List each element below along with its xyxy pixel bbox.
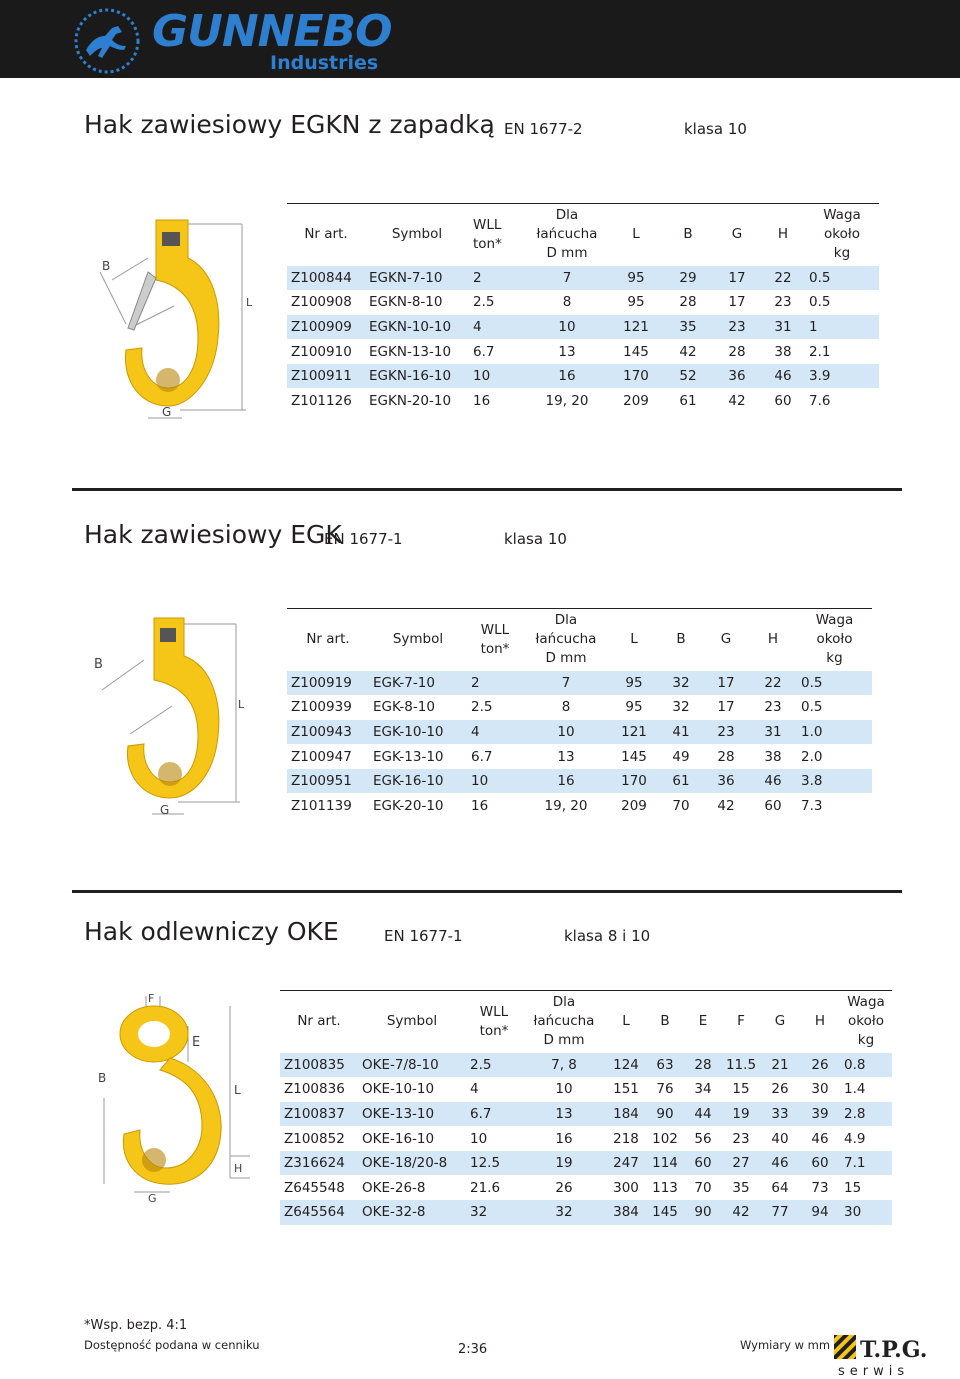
table-cell: OKE-10-10 (362, 1081, 435, 1098)
table-cell: 19 (722, 1102, 760, 1127)
table-cell: 0.5 (809, 294, 831, 311)
table-cell: 56 (694, 1130, 712, 1147)
table-cell: 23 (703, 720, 749, 745)
table-cell: 39 (800, 1102, 840, 1127)
dim-label-b: B (102, 259, 111, 273)
safety-factor-footnote: *Wsp. bezp. 4:1 (84, 1318, 188, 1333)
col-header: Waga około kg (823, 207, 861, 262)
section-class: klasa 10 (684, 120, 747, 138)
table-cell: 247 (606, 1151, 646, 1176)
table-cell: 2 (469, 266, 525, 291)
table-row (280, 1126, 892, 1151)
table-cell: 41 (659, 720, 703, 745)
col-header: Dla łańcucha D mm (533, 994, 595, 1049)
col-header: H (777, 226, 789, 243)
col-header: B (660, 1013, 670, 1030)
table-row (280, 1200, 892, 1225)
table-row (280, 1053, 892, 1078)
table-row (287, 769, 872, 794)
table-cell: 60 (800, 1151, 840, 1176)
table-cell: 124 (606, 1053, 646, 1078)
table-cell: 23 (713, 315, 761, 340)
table-cell: 38 (774, 343, 792, 360)
table-row (287, 695, 872, 720)
table-row (280, 1102, 892, 1127)
table-cell: 44 (684, 1102, 722, 1127)
table-cell: 2.0 (801, 748, 823, 765)
table-cell: 1.4 (844, 1081, 866, 1098)
dim-label-b: B (94, 657, 103, 672)
table-cell: EGKN-16-10 (365, 364, 469, 389)
table-cell: Z100844 (287, 266, 365, 291)
table-cell: 8 (561, 699, 571, 716)
table-cell: 10 (469, 364, 525, 389)
table-cell: 27 (722, 1151, 760, 1176)
table-cell: Z100910 (291, 343, 352, 360)
table-cell: 17 (703, 671, 749, 696)
table-cell: 113 (652, 1179, 678, 1196)
table-cell: 0.5 (801, 699, 823, 716)
table-cell: 0.5 (805, 266, 879, 291)
table-cell: OKE-18/20-8 (358, 1151, 466, 1176)
table-cell: 12.5 (466, 1151, 522, 1176)
dim-label-g: G (160, 803, 170, 817)
table-cell: 145 (646, 1200, 684, 1225)
table-cell: 7 (525, 266, 609, 291)
table-cell: 77 (760, 1200, 800, 1225)
table-cell: 13 (557, 748, 575, 765)
table-cell: Z645564 (280, 1200, 358, 1225)
table-cell: 36 (703, 769, 749, 794)
col-header: Nr art. (297, 1013, 341, 1030)
table-cell: Z100908 (291, 294, 352, 311)
table-cell: 31 (761, 315, 805, 340)
table-cell: 2.8 (840, 1102, 892, 1127)
brand-subtitle: Industries (270, 52, 379, 74)
table-cell: 121 (609, 720, 659, 745)
table-row (287, 671, 872, 696)
table-row (287, 720, 872, 745)
table-cell: 28 (684, 1053, 722, 1078)
egk-hook-diagram (88, 612, 260, 827)
table-cell: 95 (627, 294, 645, 311)
table-cell: 36 (713, 364, 761, 389)
table-cell: OKE-32-8 (358, 1200, 466, 1225)
table-cell: Z645548 (284, 1179, 345, 1196)
table-cell: 90 (684, 1200, 722, 1225)
table-cell: 10 (555, 1081, 573, 1098)
table-cell: 28 (717, 748, 735, 765)
dim-label-e: E (192, 1035, 201, 1050)
table-cell: 26 (771, 1081, 789, 1098)
table-cell: 76 (656, 1081, 674, 1098)
table-cell: 184 (606, 1102, 646, 1127)
table-cell: 21 (760, 1053, 800, 1078)
table-cell: 22 (749, 671, 797, 696)
table-cell: Z101139 (291, 797, 352, 814)
col-header: WLL ton* (473, 216, 502, 252)
col-header: G (731, 226, 743, 243)
spec-table-egkn (287, 203, 879, 413)
table-cell: 46 (811, 1130, 829, 1147)
table-cell: 16 (555, 1130, 573, 1147)
tpg-serwis-logo (834, 1333, 934, 1379)
table-cell: 2 (467, 671, 523, 696)
table-cell: 26 (555, 1179, 573, 1196)
table-cell: OKE-13-10 (358, 1102, 466, 1127)
col-header: Symbol (386, 1013, 438, 1030)
table-cell: 102 (652, 1130, 678, 1147)
table-cell: 60 (684, 1151, 722, 1176)
table-cell: 31 (749, 720, 797, 745)
table-cell: EGK-10-10 (369, 720, 467, 745)
brand-name: GUNNEBO (152, 6, 392, 57)
table-cell: 209 (623, 392, 649, 409)
table-cell: 60 (764, 797, 782, 814)
table-cell: 26 (800, 1053, 840, 1078)
table-cell: 1 (805, 315, 879, 340)
table-cell: 170 (609, 769, 659, 794)
table-cell: 94 (800, 1200, 840, 1225)
table-cell: 2.5 (471, 699, 493, 716)
table-cell: 70 (694, 1179, 712, 1196)
table-cell: EGK-13-10 (373, 748, 444, 765)
table-cell: 4.9 (844, 1130, 866, 1147)
table-cell: 10 (470, 1130, 488, 1147)
table-cell: 46 (749, 769, 797, 794)
table-cell: 17 (728, 294, 746, 311)
table-cell: 49 (672, 748, 690, 765)
dim-label-g: G (148, 1192, 157, 1205)
table-row (287, 266, 879, 291)
dim-label-l: L (246, 296, 253, 309)
col-header: WLL ton* (480, 621, 510, 657)
col-header: Symbol (391, 226, 443, 243)
table-row (287, 315, 879, 340)
table-cell: 16 (471, 797, 489, 814)
dim-label-f: F (148, 992, 155, 1005)
section-divider (72, 488, 902, 491)
col-header: L (622, 1013, 630, 1030)
table-cell: 35 (732, 1179, 750, 1196)
table-cell: 10 (525, 315, 609, 340)
col-header: Waga około kg (815, 612, 854, 667)
table-cell: 61 (659, 769, 703, 794)
table-cell: 145 (623, 343, 649, 360)
table-cell: 61 (679, 392, 697, 409)
table-cell: 34 (694, 1081, 712, 1098)
spec-table-egk (287, 608, 872, 818)
dim-label-b: B (98, 1071, 107, 1085)
table-cell: 16 (473, 392, 491, 409)
table-cell: 30 (811, 1081, 829, 1098)
table-cell: 32 (659, 671, 703, 696)
table-row (287, 339, 879, 364)
table-cell: 29 (663, 266, 713, 291)
table-row (287, 290, 879, 315)
table-cell: 3.9 (805, 364, 879, 389)
table-cell: OKE-16-10 (362, 1130, 435, 1147)
table-cell: 2.5 (473, 294, 495, 311)
table-row (287, 793, 872, 818)
table-cell: 19, 20 (544, 797, 588, 814)
table-cell: 6.7 (473, 343, 495, 360)
table-cell: 1.0 (797, 720, 872, 745)
table-cell: 2.1 (809, 343, 831, 360)
table-cell: 95 (625, 699, 643, 716)
col-header: L (632, 226, 640, 243)
col-header: H (814, 1013, 826, 1030)
table-cell: 38 (764, 748, 782, 765)
table-row (287, 744, 872, 769)
table-cell: 121 (609, 315, 663, 340)
table-cell: OKE-7/8-10 (358, 1053, 466, 1078)
section-standard: EN 1677-2 (504, 120, 583, 138)
table-cell: 3.8 (797, 769, 872, 794)
dim-label-l: L (238, 698, 245, 711)
table-cell: 19 (522, 1151, 606, 1176)
col-header: Dla łańcucha D mm (536, 207, 598, 262)
table-cell: Z100837 (280, 1102, 358, 1127)
section-divider (72, 890, 902, 893)
table-cell: EGKN-20-10 (369, 392, 452, 409)
col-header: G (720, 631, 732, 648)
section-class: klasa 10 (504, 530, 567, 548)
table-cell: Z100836 (284, 1081, 345, 1098)
table-cell: 17 (717, 699, 735, 716)
col-header: Waga około kg (847, 994, 885, 1049)
table-cell: 52 (663, 364, 713, 389)
table-cell: 42 (728, 392, 746, 409)
table-cell: 35 (663, 315, 713, 340)
table-cell: EGKN-10-10 (365, 315, 469, 340)
table-cell: 28 (679, 294, 697, 311)
table-cell: 4 (470, 1081, 479, 1098)
table-cell: 2.5 (466, 1053, 522, 1078)
col-header: L (630, 631, 638, 648)
dim-label-g: G (162, 405, 172, 419)
table-cell: 114 (646, 1151, 684, 1176)
table-cell: 13 (558, 343, 576, 360)
dimensions-note: Wymiary w mm (740, 1338, 831, 1352)
section-title: Hak zawiesiowy EGKN z zapadką (84, 110, 495, 139)
table-cell: 10 (467, 769, 523, 794)
header-band (0, 0, 960, 78)
gunnebo-logo (72, 6, 392, 74)
table-cell: Z100909 (287, 315, 365, 340)
table-cell: 15 (844, 1179, 862, 1196)
dim-label-h: H (234, 1162, 243, 1175)
table-cell: 32 (466, 1200, 522, 1225)
table-cell: 30 (840, 1200, 892, 1225)
table-cell: EGK-16-10 (369, 769, 467, 794)
horse-emblem-icon (72, 6, 142, 76)
table-cell: 42 (679, 343, 697, 360)
table-cell: 19, 20 (545, 392, 589, 409)
dim-label-l: L (234, 1083, 241, 1097)
col-header: Nr art. (304, 226, 348, 243)
table-cell: 90 (646, 1102, 684, 1127)
tpg-wordmark: T.P.G. (860, 1337, 928, 1363)
table-cell: 0.8 (840, 1053, 892, 1078)
table-cell: 11.5 (722, 1053, 760, 1078)
table-cell: 13 (522, 1102, 606, 1127)
table-cell: 23 (764, 699, 782, 716)
section-title: Hak zawiesiowy EGK (84, 520, 342, 549)
col-header: G (774, 1013, 786, 1030)
table-cell: 7 (523, 671, 609, 696)
table-cell: 63 (646, 1053, 684, 1078)
table-cell: EGKN-7-10 (365, 266, 469, 291)
table-cell: EGK-7-10 (369, 671, 467, 696)
table-cell: Z100947 (291, 748, 352, 765)
table-row (287, 388, 879, 413)
table-cell: Z100939 (291, 699, 352, 716)
table-row (280, 1077, 892, 1102)
table-cell: 209 (621, 797, 647, 814)
col-header: H (767, 631, 779, 648)
oke-hook-diagram (90, 988, 260, 1210)
col-header: WLL ton* (479, 1003, 509, 1039)
col-header: B (676, 631, 686, 648)
table-cell: 22 (761, 266, 805, 291)
table-cell: Z100835 (280, 1053, 358, 1078)
table-cell: 42 (722, 1200, 760, 1225)
table-cell: 33 (760, 1102, 800, 1127)
table-cell: 384 (606, 1200, 646, 1225)
table-cell: 218 (613, 1130, 639, 1147)
table-row (287, 364, 879, 389)
page-number: 2:36 (458, 1342, 488, 1357)
table-cell: 23 (774, 294, 792, 311)
col-header: Symbol (392, 631, 444, 648)
table-cell: 40 (771, 1130, 789, 1147)
table-cell: 10 (523, 720, 609, 745)
col-header: B (683, 226, 693, 243)
table-cell: 15 (732, 1081, 750, 1098)
col-header: Dla łańcucha D mm (535, 612, 597, 667)
table-row (280, 1151, 892, 1176)
table-cell: 145 (621, 748, 647, 765)
table-cell: 17 (713, 266, 761, 291)
table-cell: 6.7 (466, 1102, 522, 1127)
table-cell: 0.5 (797, 671, 872, 696)
table-cell: Z100911 (287, 364, 365, 389)
table-cell: EGK-8-10 (373, 699, 435, 716)
table-cell: 16 (523, 769, 609, 794)
table-cell: 8 (562, 294, 572, 311)
table-cell: 7, 8 (522, 1053, 606, 1078)
table-cell: 32 (672, 699, 690, 716)
section-standard: EN 1677-1 (384, 927, 463, 945)
serwis-wordmark: serwis (838, 1364, 910, 1379)
table-cell: 7.3 (801, 797, 823, 814)
table-cell: Z100951 (287, 769, 369, 794)
col-header: F (737, 1013, 745, 1030)
table-cell: 4 (469, 315, 525, 340)
table-cell: 42 (717, 797, 735, 814)
table-cell: Z100919 (287, 671, 369, 696)
table-cell: Z100852 (284, 1130, 345, 1147)
section-standard: EN 1677-1 (324, 530, 403, 548)
availability-note: Dostępność podana w cenniku (84, 1338, 260, 1352)
table-cell: 64 (771, 1179, 789, 1196)
table-cell: 70 (672, 797, 690, 814)
table-cell: 6.7 (471, 748, 493, 765)
table-cell: EGK-20-10 (373, 797, 444, 814)
table-cell: Z100943 (287, 720, 369, 745)
table-cell: 46 (761, 364, 805, 389)
table-cell: 23 (732, 1130, 750, 1147)
table-cell: 4 (467, 720, 523, 745)
table-cell: 16 (525, 364, 609, 389)
section-title: Hak odlewniczy OKE (84, 917, 339, 946)
table-cell: OKE-26-8 (362, 1179, 426, 1196)
spec-table-oke (280, 990, 892, 1225)
section-class: klasa 8 i 10 (564, 927, 651, 945)
egkn-hook-diagram (90, 210, 260, 425)
table-cell: EGKN-8-10 (369, 294, 443, 311)
table-cell: 7.1 (840, 1151, 892, 1176)
table-cell: 60 (774, 392, 792, 409)
table-cell: Z316624 (280, 1151, 358, 1176)
table-cell: 46 (760, 1151, 800, 1176)
table-cell: Z101126 (291, 392, 352, 409)
table-cell: 300 (613, 1179, 639, 1196)
table-cell: 151 (613, 1081, 639, 1098)
table-cell: 73 (811, 1179, 829, 1196)
table-cell: 7.6 (809, 392, 831, 409)
table-cell: 170 (609, 364, 663, 389)
table-cell: 32 (522, 1200, 606, 1225)
table-cell: 21.6 (470, 1179, 501, 1196)
col-header: E (698, 1013, 708, 1030)
col-header: Nr art. (306, 631, 350, 648)
table-cell: EGKN-13-10 (369, 343, 452, 360)
table-row (280, 1175, 892, 1200)
table-cell: 95 (609, 671, 659, 696)
table-cell: 28 (728, 343, 746, 360)
table-cell: 95 (609, 266, 663, 291)
